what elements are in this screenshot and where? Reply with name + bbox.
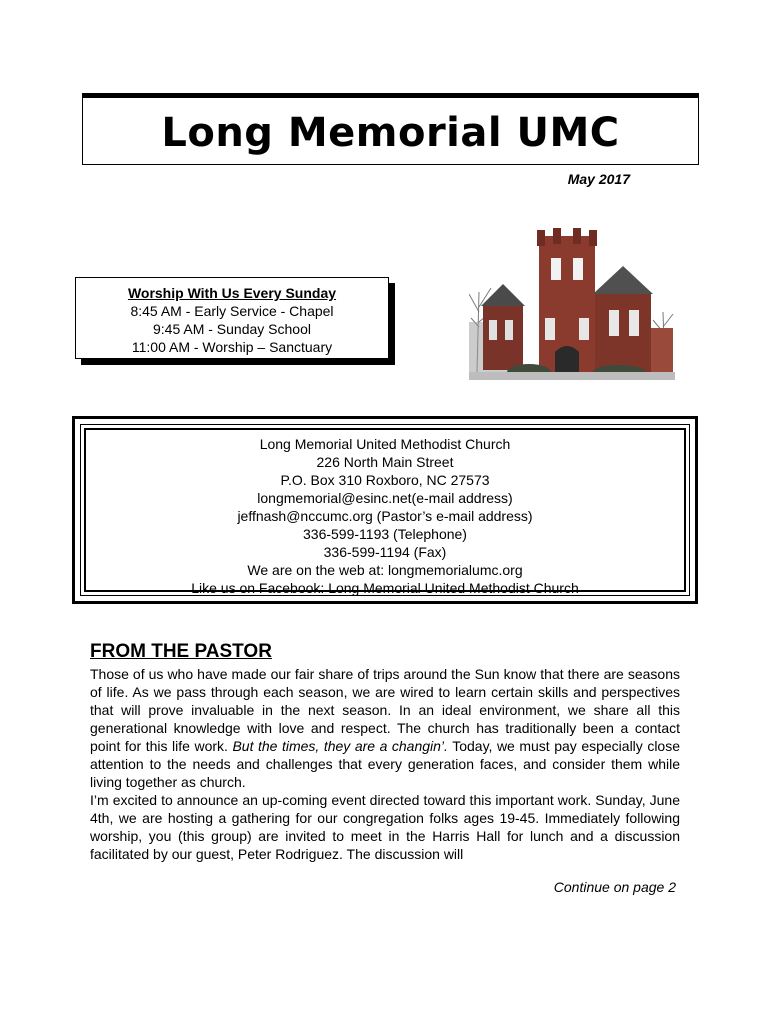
main-door bbox=[555, 346, 579, 372]
tower-window bbox=[545, 318, 555, 340]
ground bbox=[469, 372, 675, 380]
tower-window bbox=[551, 258, 561, 280]
article-body bbox=[90, 665, 680, 863]
tower-pinnacle bbox=[573, 228, 581, 244]
tower-pinnacle bbox=[537, 230, 545, 246]
contact-box-frame bbox=[80, 424, 690, 596]
street-address: 226 North Main Street bbox=[316, 454, 454, 470]
article-text: Those of us who have made our fair share of trips around the Sun know that there are seasons of life. As we pass through each season, we are wired to learn certain skills and perspectives that will prove invaluable in the next season. In an ideal environment, we share all this generational knowledge with love and respect. The church has traditionally been a contact point for this life work. bbox=[90, 666, 680, 754]
pastor-email: jeffnash@nccumc.org (Pastor’s e-mail address) bbox=[237, 508, 533, 524]
contact-box bbox=[72, 416, 698, 604]
article-italic-quote: But the times, they are a changin’. bbox=[232, 738, 448, 754]
annex bbox=[651, 328, 673, 372]
article-heading: FROM THE PASTOR bbox=[90, 641, 272, 662]
continue-note: Continue on page 2 bbox=[553, 879, 676, 895]
po-box-address: P.O. Box 310 Roxboro, NC 27573 bbox=[280, 472, 490, 488]
nave-window bbox=[629, 310, 639, 336]
telephone: 336-599-1193 (Telephone) bbox=[303, 526, 467, 542]
nave bbox=[595, 292, 651, 372]
contact-box-inner-frame bbox=[84, 428, 686, 596]
church-email: longmemorial@esinc.net(e-mail address) bbox=[257, 490, 513, 506]
tower-pinnacle bbox=[589, 230, 597, 246]
worship-line: 8:45 AM - Early Service - Chapel bbox=[130, 303, 334, 319]
article-text: Today, we must pay especially close attention to the needs and challenges that every generation faces, and consider them while living together as church. bbox=[90, 738, 680, 790]
issue-date: May 2017 bbox=[567, 171, 630, 187]
worship-times-box bbox=[75, 277, 389, 359]
newsletter-title: Long Memorial UMC bbox=[161, 110, 620, 156]
tower-pinnacle bbox=[553, 228, 561, 244]
facebook: Like us on Facebook: Long Memorial United Methodist Church bbox=[191, 580, 579, 596]
nave-window bbox=[609, 310, 619, 336]
church-name: Long Memorial United Methodist Church bbox=[259, 436, 511, 452]
worship-line: 11:00 AM - Worship – Sanctuary bbox=[131, 339, 333, 355]
church-photo bbox=[469, 222, 675, 380]
article-paragraph: I’m excited to announce an up-coming event directed toward this important work. Sunday, June 4th, we are hosting a gathering for our congregation folks ages 19-45. Immediately following worship, you (this group) are invited to meet in the Harris Hall for lunch and a discussion facilitated by our guest, Peter Rodriguez. The discussion will bbox=[90, 792, 680, 862]
tower-window bbox=[573, 258, 583, 280]
wing-window bbox=[489, 320, 497, 340]
masthead-banner bbox=[82, 93, 699, 165]
worship-heading: Worship With Us Every Sunday bbox=[127, 285, 337, 301]
fax: 336-599-1194 (Fax) bbox=[323, 544, 447, 560]
worship-line: 9:45 AM - Sunday School bbox=[153, 321, 311, 337]
wing-window bbox=[505, 320, 513, 340]
tower-window bbox=[579, 318, 589, 340]
article-paragraph bbox=[90, 665, 680, 791]
website: We are on the web at: longmemorialumc.org bbox=[247, 562, 523, 578]
